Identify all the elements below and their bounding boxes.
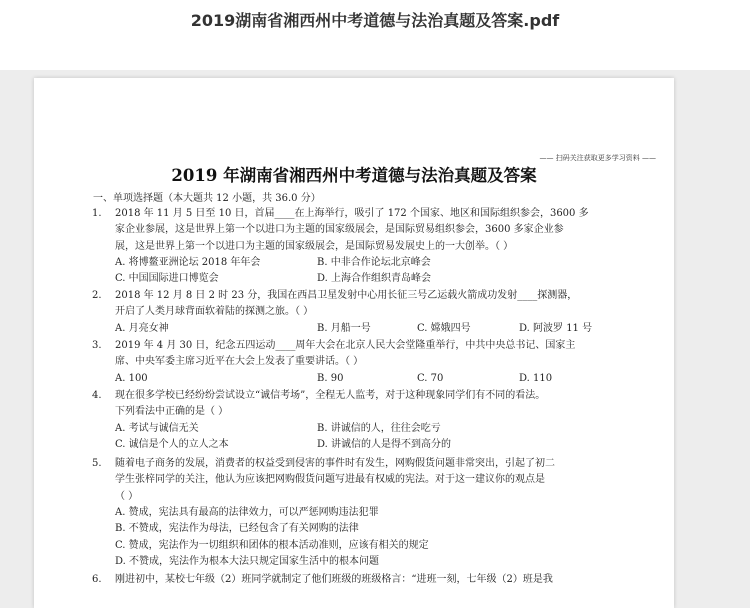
question-text-line: 开启了人类月球背面软着陆的探测之旅。（ ） <box>115 306 314 318</box>
document-page <box>34 78 674 608</box>
answer-option: A. 将博鳌亚洲论坛 2018 年年会 <box>115 256 261 268</box>
answer-option: A. 月亮女神 <box>115 322 169 334</box>
answer-option: A. 100 <box>115 372 148 384</box>
question-number: 5. <box>92 458 102 469</box>
question-text-line: 刚进初中，某校七年级（2）班同学就制定了他们班级的班级格言：“进班一刻，七年级（2）班是我 <box>115 574 553 585</box>
answer-option: A. 赞成，宪法具有最高的法律效力，可以严惩网购违法犯罪 <box>115 506 379 518</box>
answer-option: B. 中非合作论坛北京峰会 <box>317 256 431 268</box>
question-number: 6. <box>92 574 102 585</box>
question-text-line: （ ） <box>115 490 139 502</box>
question-number: 3. <box>92 340 102 351</box>
answer-option: C. 诚信是个人的立人之本 <box>115 438 229 450</box>
answer-option: C. 嫦娥四号 <box>417 322 471 334</box>
question-number: 1. <box>92 208 102 219</box>
answer-option: D. 不赞成，宪法作为根本大法只规定国家生活中的根本问题 <box>115 555 380 567</box>
answer-option: B. 不赞成，宪法作为母法，已经包含了有关网购的法律 <box>115 523 359 535</box>
question-number: 2. <box>92 290 102 301</box>
question-text-line: 家企业参展，这是世界上第一个以进口为主题的国家级展会，是国际贸易组织参会，3600 多家企业参 <box>115 224 564 236</box>
answer-option: B. 月船一号 <box>317 322 371 334</box>
question-text-line: 展，这是世界上第一个以进口为主题的国家级展会，是国际贸易发展史上的一大创举。（ ） <box>115 240 514 252</box>
answer-option: B. 90 <box>317 372 344 384</box>
section-heading: 一、单项选择题（本大题共 12 小题，共 36.0 分） <box>93 193 321 204</box>
question-text-line: 2019 年 4 月 30 日，纪念五四运动____周年大会在北京人民大会堂隆重举行，中共中央总书记、国家主 <box>115 340 576 351</box>
answer-option: D. 讲诚信的人是得不到高分的 <box>317 438 452 450</box>
answer-option: D. 上海合作组织青岛峰会 <box>317 273 432 285</box>
title-bar <box>0 0 750 70</box>
answer-option: C. 赞成，宪法作为一切组织和团体的根本活动准则，应该有相关的规定 <box>115 539 429 551</box>
document-title: 2019 年湖南省湘西州中考道德与法治真题及答案 <box>171 166 537 185</box>
question-text-line: 现在很多学校已经纷纷尝试设立“诚信考场”，全程无人监考，对于这种现象同学们有不同的看法。 <box>115 390 546 401</box>
question-text-line: 席、中央军委主席习近平在大会上发表了重要讲话。（ ） <box>115 356 364 368</box>
question-text-line: 2018 年 11 月 5 日至 10 日，首届____在上海举行，吸引了 172 个国家、地区和国际组织参会，3600 多 <box>115 208 589 219</box>
answer-option: C. 中国国际进口博览会 <box>115 273 219 285</box>
answer-option: C. 70 <box>417 372 444 384</box>
answer-option: A. 考试与诚信无关 <box>115 422 199 434</box>
question-text-line: 学生张梓同学的关注，他认为应该把网购假货问题写进最有权威的宪法。对于这一建议你的观点是 <box>115 474 545 486</box>
promo-banner: —— 扫码关注获取更多学习资料 —— <box>539 154 656 162</box>
question-text-line: 2018 年 12 月 8 日 2 时 23 分，我国在西昌卫星发射中心用长征三号乙运载火箭成功发射____探测器， <box>115 290 578 301</box>
file-title: 2019湖南省湘西州中考道德与法治真题及答案.pdf <box>190 11 560 30</box>
answer-option: D. 110 <box>519 372 553 384</box>
answer-option: D. 阿波罗 11 号 <box>519 322 593 334</box>
question-number: 4. <box>92 390 102 401</box>
question-text-line: 下列看法中正确的是（ ） <box>115 406 229 418</box>
question-text-line: 随着电子商务的发展，消费者的权益受到侵害的事件时有发生，网购假货问题非常突出，引起了初二 <box>115 458 555 469</box>
answer-option: B. 讲诚信的人，往往会吃亏 <box>317 422 441 434</box>
